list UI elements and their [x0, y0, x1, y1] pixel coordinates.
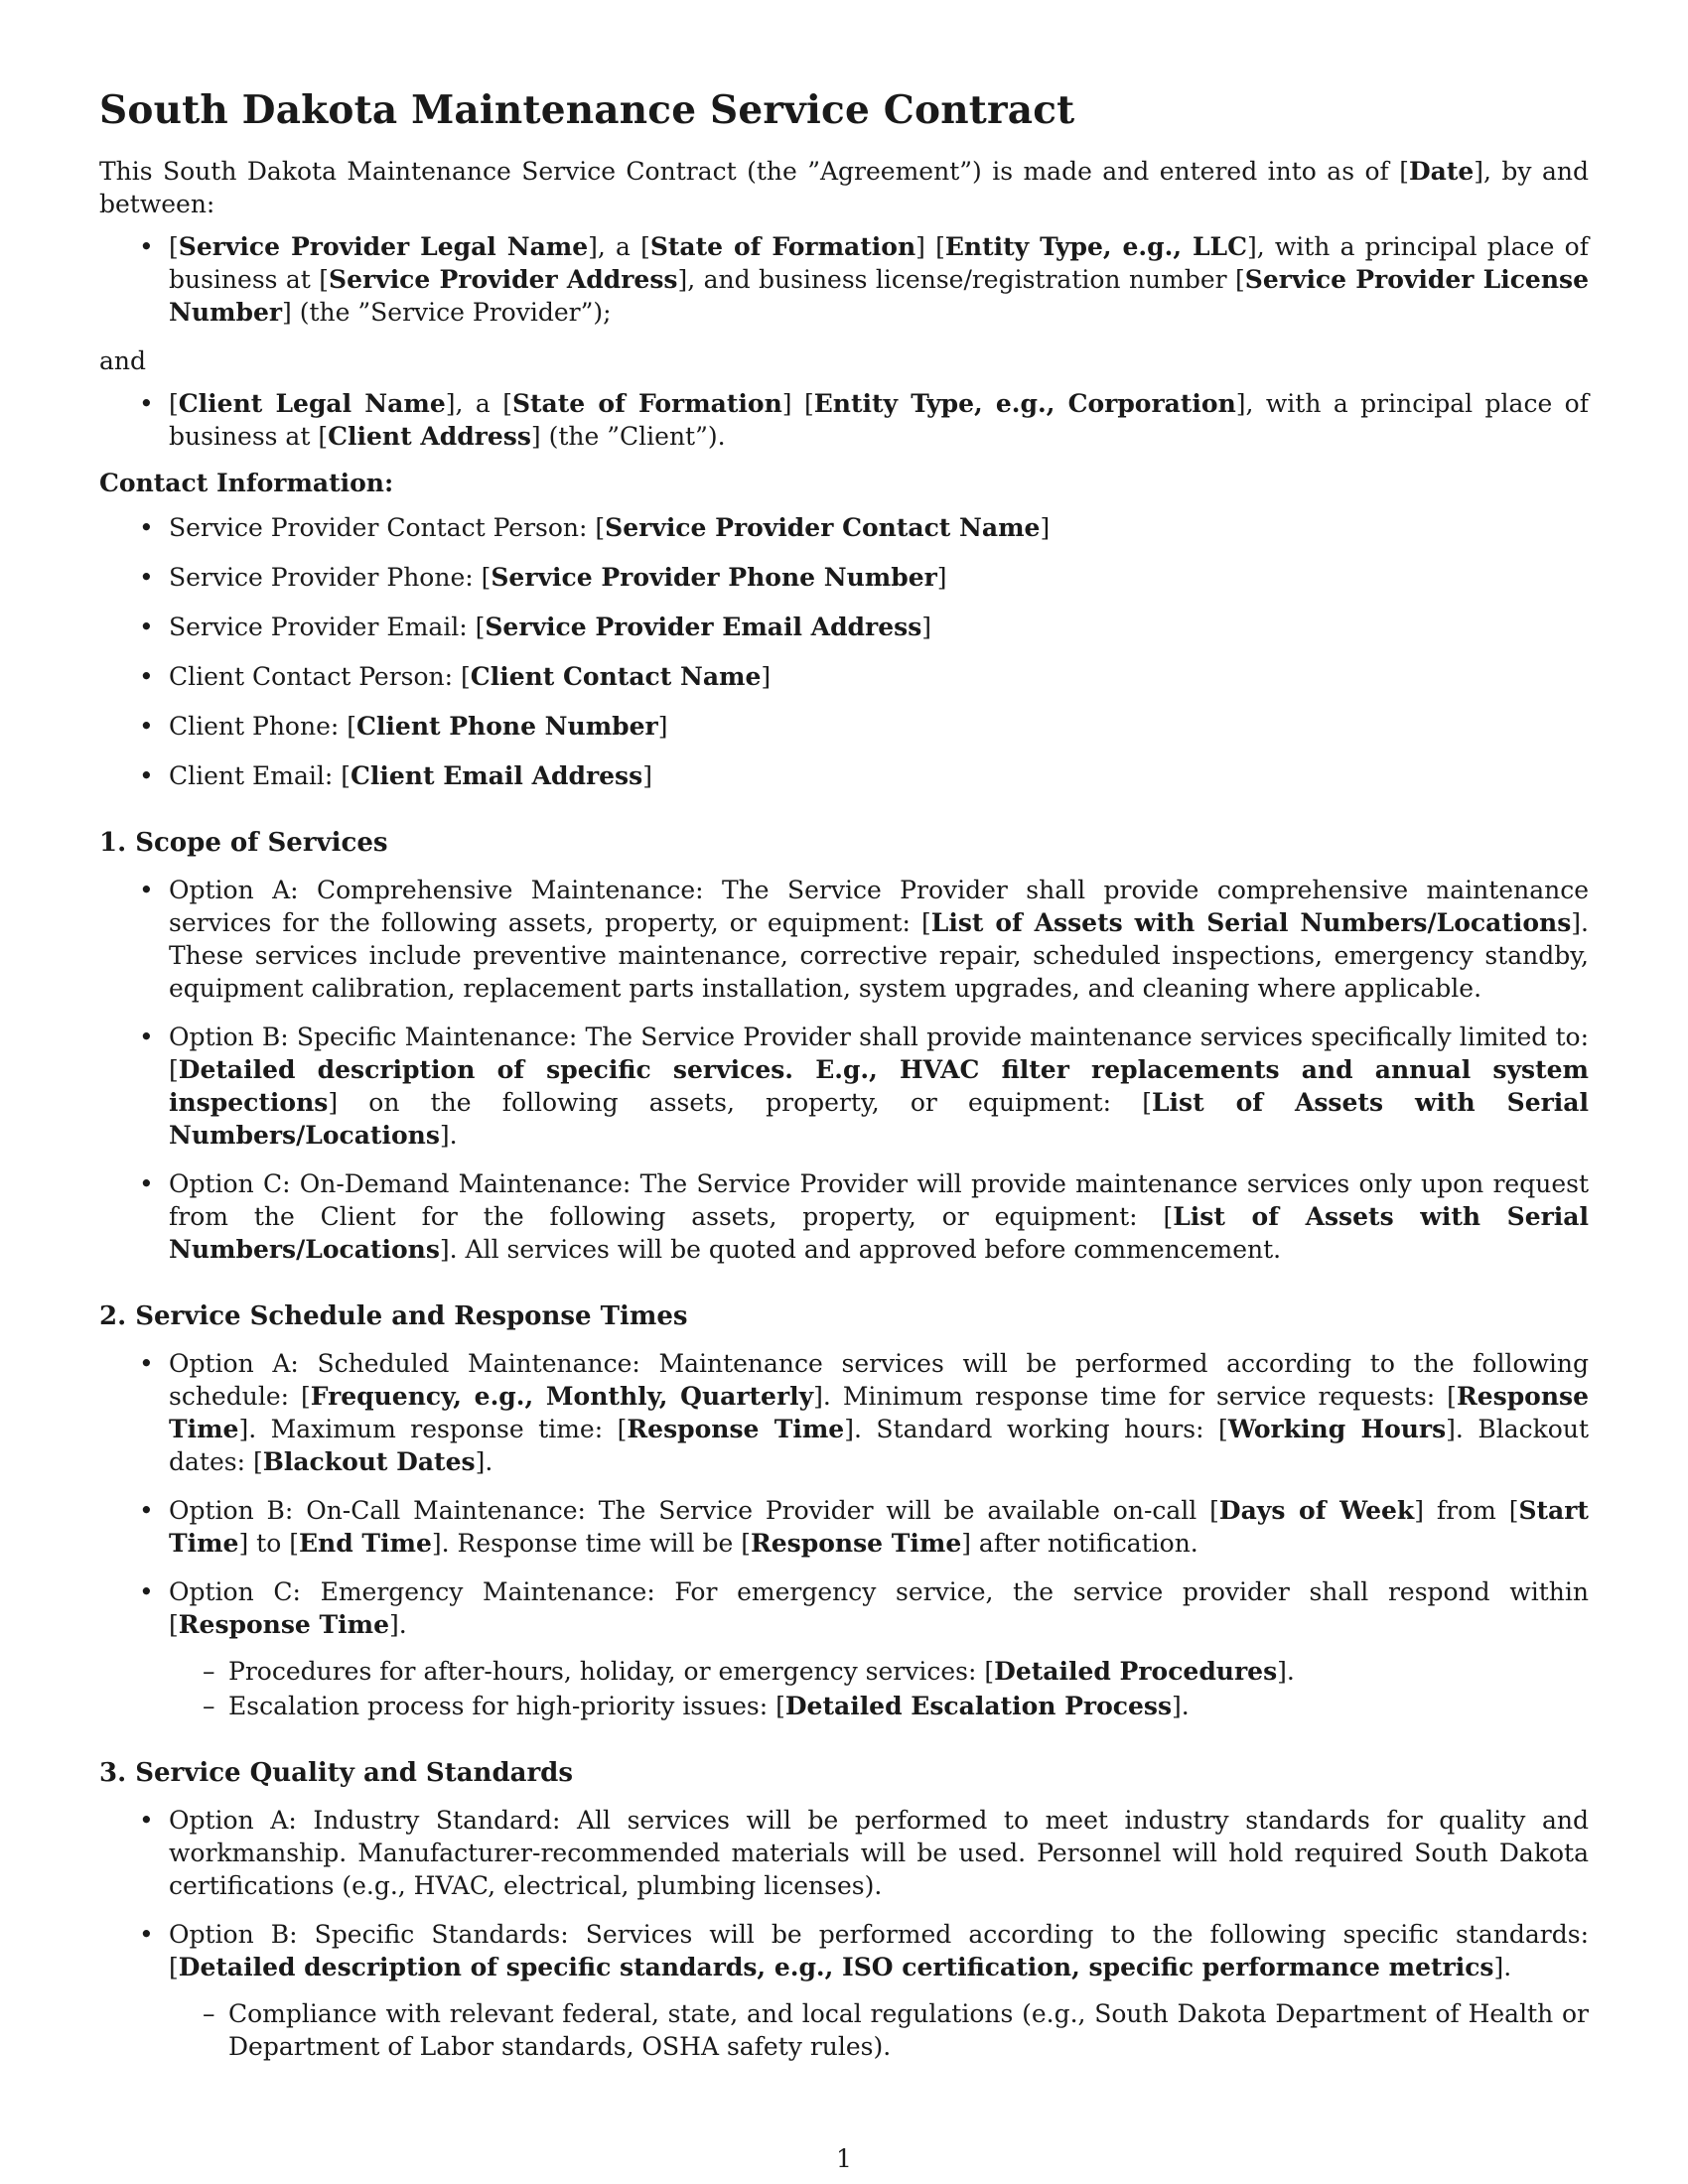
contact-information-heading: Contact Information: [99, 469, 394, 497]
scope-option-a: • Option A: Comprehensive Maintenance: The Service Provider shall provide comprehensive maintenance services for the following assets, property, or equipment: [List of Assets with Serial Numbers/Locations]. These services include preventive maintenance, corrective repair, scheduled inspections, emergency standby, equipment calibration, replacement parts installation, system upgrades, and cleaning where applicable. [99, 874, 1589, 1005]
date-placeholder: Date [1408, 157, 1475, 186]
contact-item: • Client Contact Person: [Client Contact Name] [99, 660, 1589, 693]
contact-list [99, 511, 1589, 792]
sub-item-escalation: – Escalation process for high-priority issues: [Detailed Escalation Process]. [169, 1690, 1589, 1722]
contact-item: • Client Phone: [Client Phone Number] [99, 710, 1589, 743]
parties-list [99, 230, 1589, 329]
sub-item-compliance: – Compliance with relevant federal, state, and local regulations (e.g., South Dakota Department of Health or Department of Labor standards, OSHA safety rules). [169, 1997, 1589, 2063]
document-page [99, 87, 1589, 2079]
parties-list-client [99, 387, 1589, 453]
page-number: 1 [836, 2144, 852, 2173]
scope-option-b: • Option B: Specific Maintenance: The Service Provider shall provide maintenance services specifically limited to: [Detailed description of specific services. E.g., HVAC filter replacements and annual system inspections] on the following assets, property, or equipment: [List of Assets with Serial Numbers/Locations]. [99, 1021, 1589, 1152]
section-heading-schedule: 2. Service Schedule and Response Times [99, 1301, 688, 1331]
quality-option-a: • Option A: Industry Standard: All services will be performed to meet industry standards for quality and workmanship. Manufacturer-recommended materials will be used. Personnel will hold required South Dakota certifications (e.g., HVAC, electrical, plumbing licenses). [99, 1804, 1589, 1902]
schedule-option-a: • Option A: Scheduled Maintenance: Maintenance services will be performed according to the following schedule: [Frequency, e.g., Monthly, Quarterly]. Minimum response time for service requests: [Response Time]. Maximum response time: [Response Time]. Standard working hours: [Working Hours]. Blackout dates: [Blackout Dates]. [99, 1347, 1589, 1478]
section-heading-scope: 1. Scope of Services [99, 828, 388, 858]
sub-item-procedures: – Procedures for after-hours, holiday, or emergency services: [Detailed Procedures]. [169, 1655, 1589, 1688]
party-client: • [Client Legal Name], a [State of Formation] [Entity Type, e.g., Corporation], with a principal place of business at [Client Address] (the ”Client”). [99, 387, 1589, 453]
contact-item: • Client Email: [Client Email Address] [99, 759, 1589, 792]
standards-sublist [169, 1997, 1589, 2063]
schedule-option-b: • Option B: On-Call Maintenance: The Service Provider will be available on-call [Days of Week] from [Start Time] to [End Time]. Response time will be [Response Time] after notification. [99, 1494, 1589, 1560]
section-heading-quality: 3. Service Quality and Standards [99, 1758, 574, 1788]
contact-item: • Service Provider Phone: [Service Provider Phone Number] [99, 561, 1589, 594]
schedule-option-c: • Option C: Emergency Maintenance: For emergency service, the service provider shall respond within [Response Time]. – Procedures for after-hours, holiday, or emergency services: [Detailed Procedures]. – Escalation process for high-priority issues: [Detailed Escalation Process]. [99, 1575, 1589, 1722]
emergency-sublist [169, 1655, 1589, 1722]
quality-options-list [99, 1804, 1589, 2063]
contact-item: • Service Provider Contact Person: [Service Provider Contact Name] [99, 511, 1589, 544]
scope-option-c: • Option C: On-Demand Maintenance: The Service Provider will provide maintenance services only upon request from the Client for the following assets, property, or equipment: [List of Assets with Serial Numbers/Locations]. All services will be quoted and approved before commencement. [99, 1167, 1589, 1266]
contact-item: • Service Provider Email: [Service Provider Email Address] [99, 611, 1589, 643]
scope-options-list [99, 874, 1589, 1266]
intro-paragraph: This South Dakota Maintenance Service Contract (the ”Agreement”) is made and entered into as of [Date], by and between: [99, 157, 1589, 218]
schedule-options-list [99, 1347, 1589, 1722]
party-service-provider: • [Service Provider Legal Name], a [State of Formation] [Entity Type, e.g., LLC], with a principal place of business at [Service Provider Address], and business license/registration number [Service Provider License Number] (the ”Service Provider”); [99, 230, 1589, 329]
quality-option-b: • Option B: Specific Standards: Services will be performed according to the following specific standards: [Detailed description of specific standards, e.g., ISO certification, specific performance metrics]. – Compliance with relevant federal, state, and local regulations (e.g., South Dakota Department of Health or Department of Labor standards, OSHA safety rules). [99, 1918, 1589, 2063]
and-connector: and [99, 346, 147, 375]
document-title: South Dakota Maintenance Service Contract [99, 87, 1075, 133]
